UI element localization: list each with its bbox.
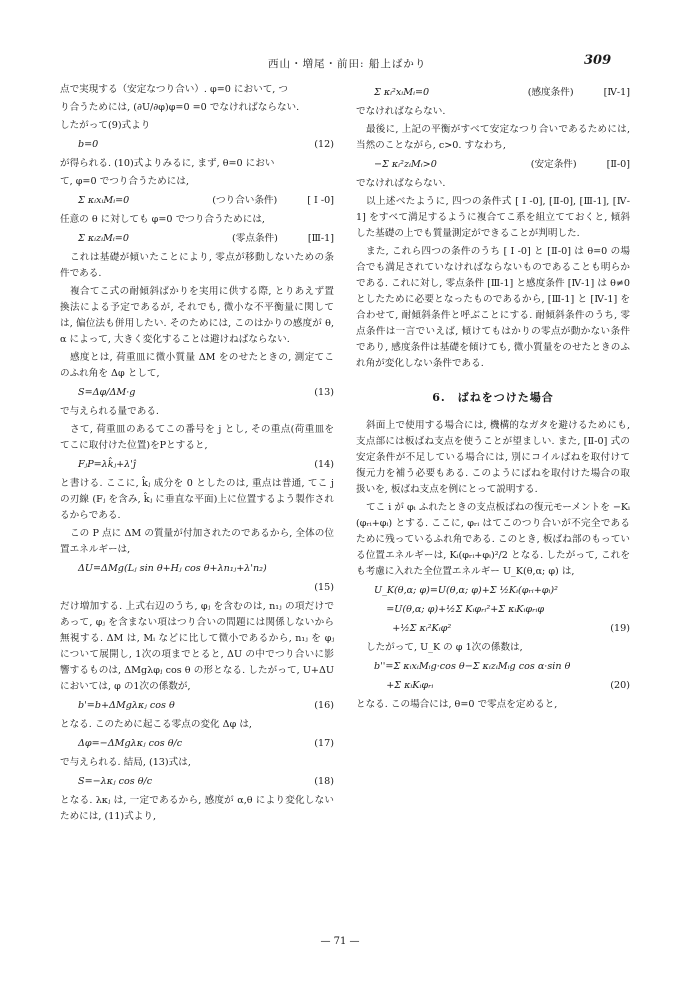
equation bbox=[356, 678, 630, 694]
paragraph: 最後に, 上記の平衡がすべて安定なつり合いであるためには, 当然のことながら, c>0. すなわち, bbox=[356, 124, 630, 151]
paragraph: 点で実現する（安定なつり合い）. φ=0 において, つ bbox=[60, 84, 288, 95]
equation-expression: b''=Σ κᵢxᵢMᵢg·cos θ−Σ κᵢzᵢMᵢg cos α·sin θ bbox=[374, 661, 571, 672]
equation-expression: U_K(θ,α; φ)=U(θ,α; φ)+Σ ½Kᵢ(φᵣᵢ+φᵢ)² bbox=[374, 585, 559, 596]
equation-expression: +½Σ κᵢ²Kᵢφ² bbox=[374, 623, 452, 634]
equation-expression: b=0 bbox=[78, 139, 99, 150]
equation-number: (20) bbox=[610, 680, 630, 691]
paragraph: 以上述べたように, 四つの条件式 [ I -0], [Ⅱ-0], [Ⅲ-1], [Ⅳ-1] をすべて満足するように複合てこ系を組立てておくと, 傾斜した基礎の上でも質量測定ができることが判明した. bbox=[356, 196, 630, 239]
footer-page-number: — 71 — bbox=[320, 936, 360, 947]
paragraph: したがって, U_K の φ 1次の係数は, bbox=[366, 642, 523, 653]
paragraph: この P 点に ΔM の質量が付加されたのであるから, 全体の位置エネルギーは, bbox=[60, 528, 334, 555]
equation-expression: Δφ=−ΔMgλκⱼ cos θ/c bbox=[78, 738, 183, 749]
equation-number: (12) bbox=[314, 139, 334, 150]
paragraph: したがって(9)式より bbox=[60, 120, 151, 131]
right-column bbox=[356, 82, 630, 715]
equation-expression: Σ κᵢ²xᵢMᵢ=0 bbox=[374, 87, 430, 98]
equation-number: [Ⅳ-1] bbox=[603, 87, 630, 98]
running-header-authors: 西山・増尾・前田: 船上ばかり bbox=[268, 58, 427, 70]
paragraph: これは基礎が傾いたことにより, 零点が移動しないための条件である. bbox=[60, 252, 334, 279]
equation-expression: =U(θ,α; φ)+½Σ Kᵢφᵣᵢ²+Σ κᵢKᵢφᵣᵢφ bbox=[374, 604, 545, 615]
equation bbox=[60, 561, 334, 577]
equation-number: (13) bbox=[314, 387, 334, 398]
equation bbox=[356, 621, 630, 637]
equation bbox=[60, 231, 334, 247]
equation bbox=[60, 457, 334, 473]
equation bbox=[356, 85, 630, 101]
equation-number: [ I -0] bbox=[307, 195, 334, 206]
equation-expression: Σ κᵢzᵢMᵢ=0 bbox=[78, 233, 129, 244]
equation-number: (17) bbox=[314, 738, 334, 749]
equation-condition-label: (安定条件) bbox=[530, 159, 577, 170]
equation-expression: S=Δφ/ΔM·g bbox=[78, 387, 136, 398]
equation bbox=[60, 736, 334, 752]
paragraph: 斜面上で使用する場合には, 機構的なガタを避けるためにも, 支点部には板ばね支点を使うことが望ましい. また, [Ⅱ-0] 式の安定条件が不足している場合には, 別にコイルばねを取付けて復元力を補う必要もある. このようにばねを取付けた場合の取扱いを, 板ばね支点を例にとって説明する. bbox=[356, 420, 630, 495]
equation-expression: −Σ κᵢ²zᵢMᵢ>0 bbox=[374, 159, 437, 170]
equation bbox=[356, 157, 630, 173]
equation-condition-label: (零点条件) bbox=[232, 233, 278, 244]
equation bbox=[356, 659, 630, 675]
paragraph: て, φ=0 でつり合うためには, bbox=[60, 176, 189, 187]
paragraph: となる. このために起こる零点の変化 Δφ は, bbox=[60, 719, 252, 730]
equation-number: (14) bbox=[314, 459, 334, 470]
paragraph: でなければならない. bbox=[356, 106, 446, 117]
paragraph: 感度とは, 荷重皿に微小質量 ΔM をのせたときの, 測定てこのふれ角を Δφ として, bbox=[60, 352, 334, 379]
section-heading: 6. ばねをつけた場合 bbox=[432, 391, 554, 404]
equation bbox=[356, 583, 630, 599]
equation-number: (19) bbox=[610, 623, 630, 634]
equation-condition-label: (つり合い条件) bbox=[212, 195, 278, 206]
paragraph: となる. この場合には, θ=0 で零点を定めると, bbox=[356, 699, 558, 710]
equation bbox=[60, 193, 334, 209]
equation-number: (18) bbox=[314, 776, 334, 787]
equation-expression: Σ κᵢxᵢMᵢ=0 bbox=[78, 195, 130, 206]
equation bbox=[60, 137, 334, 153]
equation-expression: +Σ κᵢKᵢφᵣᵢ bbox=[374, 680, 434, 691]
left-column bbox=[60, 82, 334, 827]
paragraph: となる. λκⱼ は, 一定であるから, 感度が α,θ により変化しないためには, (11)式より, bbox=[60, 795, 334, 822]
equation-number: (16) bbox=[314, 700, 334, 711]
running-header-page-number: 309 bbox=[584, 53, 612, 68]
equation-number: (15) bbox=[314, 582, 334, 593]
equation bbox=[60, 698, 334, 714]
paragraph: てこ i が φᵢ ふれたときの支点板ばねの復元モーメントを −Kᵢ(φᵣᵢ+φᵢ) とする. ここに, φᵣᵢ はてこのつり合いが不完全であるために残っているふれ角である. このとき, 板ばね部のもっている位置エネルギーは, Kᵢ(φᵣᵢ+φᵢ)²/2 となる. したがって, これをも考慮に入れた全位置エネルギー U_K(θ,α; φ) は, bbox=[356, 502, 630, 577]
paragraph: と書ける. ここに, k̂ⱼ 成分を 0 としたのは, 重点は普通, てこ j の刃線 (Fⱼ を含み, k̂ⱼ に垂直な平面)上に位置するよう製作されるからである. bbox=[60, 478, 334, 521]
equation-number: [Ⅲ-1] bbox=[307, 233, 334, 244]
equation-expression: FⱼP=λk̂ⱼ+λ'ĵ bbox=[78, 459, 136, 470]
paragraph: で与えられる. 結局, (13)式は, bbox=[60, 757, 191, 768]
equation bbox=[60, 774, 334, 790]
equation-condition-label: (感度条件) bbox=[527, 87, 574, 98]
paragraph: でなければならない. bbox=[356, 178, 446, 189]
paragraph: で与えられる量である. bbox=[60, 406, 159, 417]
paragraph: また, これら四つの条件のうち [ I -0] と [Ⅱ-0] は θ=0 の場合でも満足されていなければならないものであることも明らかである. これに対し, 零点条件 [Ⅲ-1] と感度条件 [Ⅳ-1] は θ≠0 としたために必要となったものであるから, [Ⅲ-1] と [Ⅳ-1] を合わせて, 耐傾斜条件と呼ぶことにする. 耐傾斜条件のうち, 零点条件は一言でいえば, 傾けてもはかりの零点が動かない条件であり, 感度条件は基礎を傾けても, 微小質量をのせたときのふれ角が変化しない条件である. bbox=[356, 246, 630, 369]
equation bbox=[60, 385, 334, 401]
paragraph: だけ増加する. 上式右辺のうち, φⱼ を含むのは, n₁ⱼ の項だけであって, φⱼ を含まない項はつり合いの問題には関係しないから無視する. ΔM は, Mᵢ などに比して微小であるから, n₁ⱼ を φⱼ について展開し, 1次の項までとると, ΔU の中でつり合いに影響するものは, ΔMgλφⱼ cos θ の形となる. したがって, U+ΔU においては, φ の1次の係数が, bbox=[60, 601, 334, 692]
paragraph: り合うためには, (∂U/∂φ)φ=0 =0 でなければならない. bbox=[60, 102, 300, 113]
paragraph: が得られる. (10)式よりみるに, まず, θ=0 におい bbox=[60, 158, 275, 169]
equation-expression: ΔU=ΔMg(Lⱼ sin θ+Hⱼ cos θ+λn₁ⱼ+λ'n₂) bbox=[78, 563, 267, 574]
paragraph: 複合てこ式の耐傾斜ばかりを実用に供する際, とりあえず置換法による予定であるが, それでも, 微小な不平衡量に関しては, 偏位法も併用したい. そのためには, このはかりの感度が θ,α によって, 大きく変化することは避けねばならない. bbox=[60, 286, 334, 345]
equation bbox=[60, 580, 334, 596]
equation bbox=[356, 602, 630, 618]
equation-expression: S=−λκⱼ cos θ/c bbox=[78, 776, 153, 787]
equation-number: [Ⅱ-0] bbox=[606, 159, 630, 170]
paragraph: 任意の θ に対しても φ=0 でつり合うためには, bbox=[60, 214, 265, 225]
equation-expression: b'=b+ΔMgλκⱼ cos θ bbox=[78, 700, 175, 711]
paragraph: さて, 荷重皿のあるてこの番号を j とし, その重点(荷重皿をてこに取付けた位置)をPとすると, bbox=[60, 424, 334, 451]
